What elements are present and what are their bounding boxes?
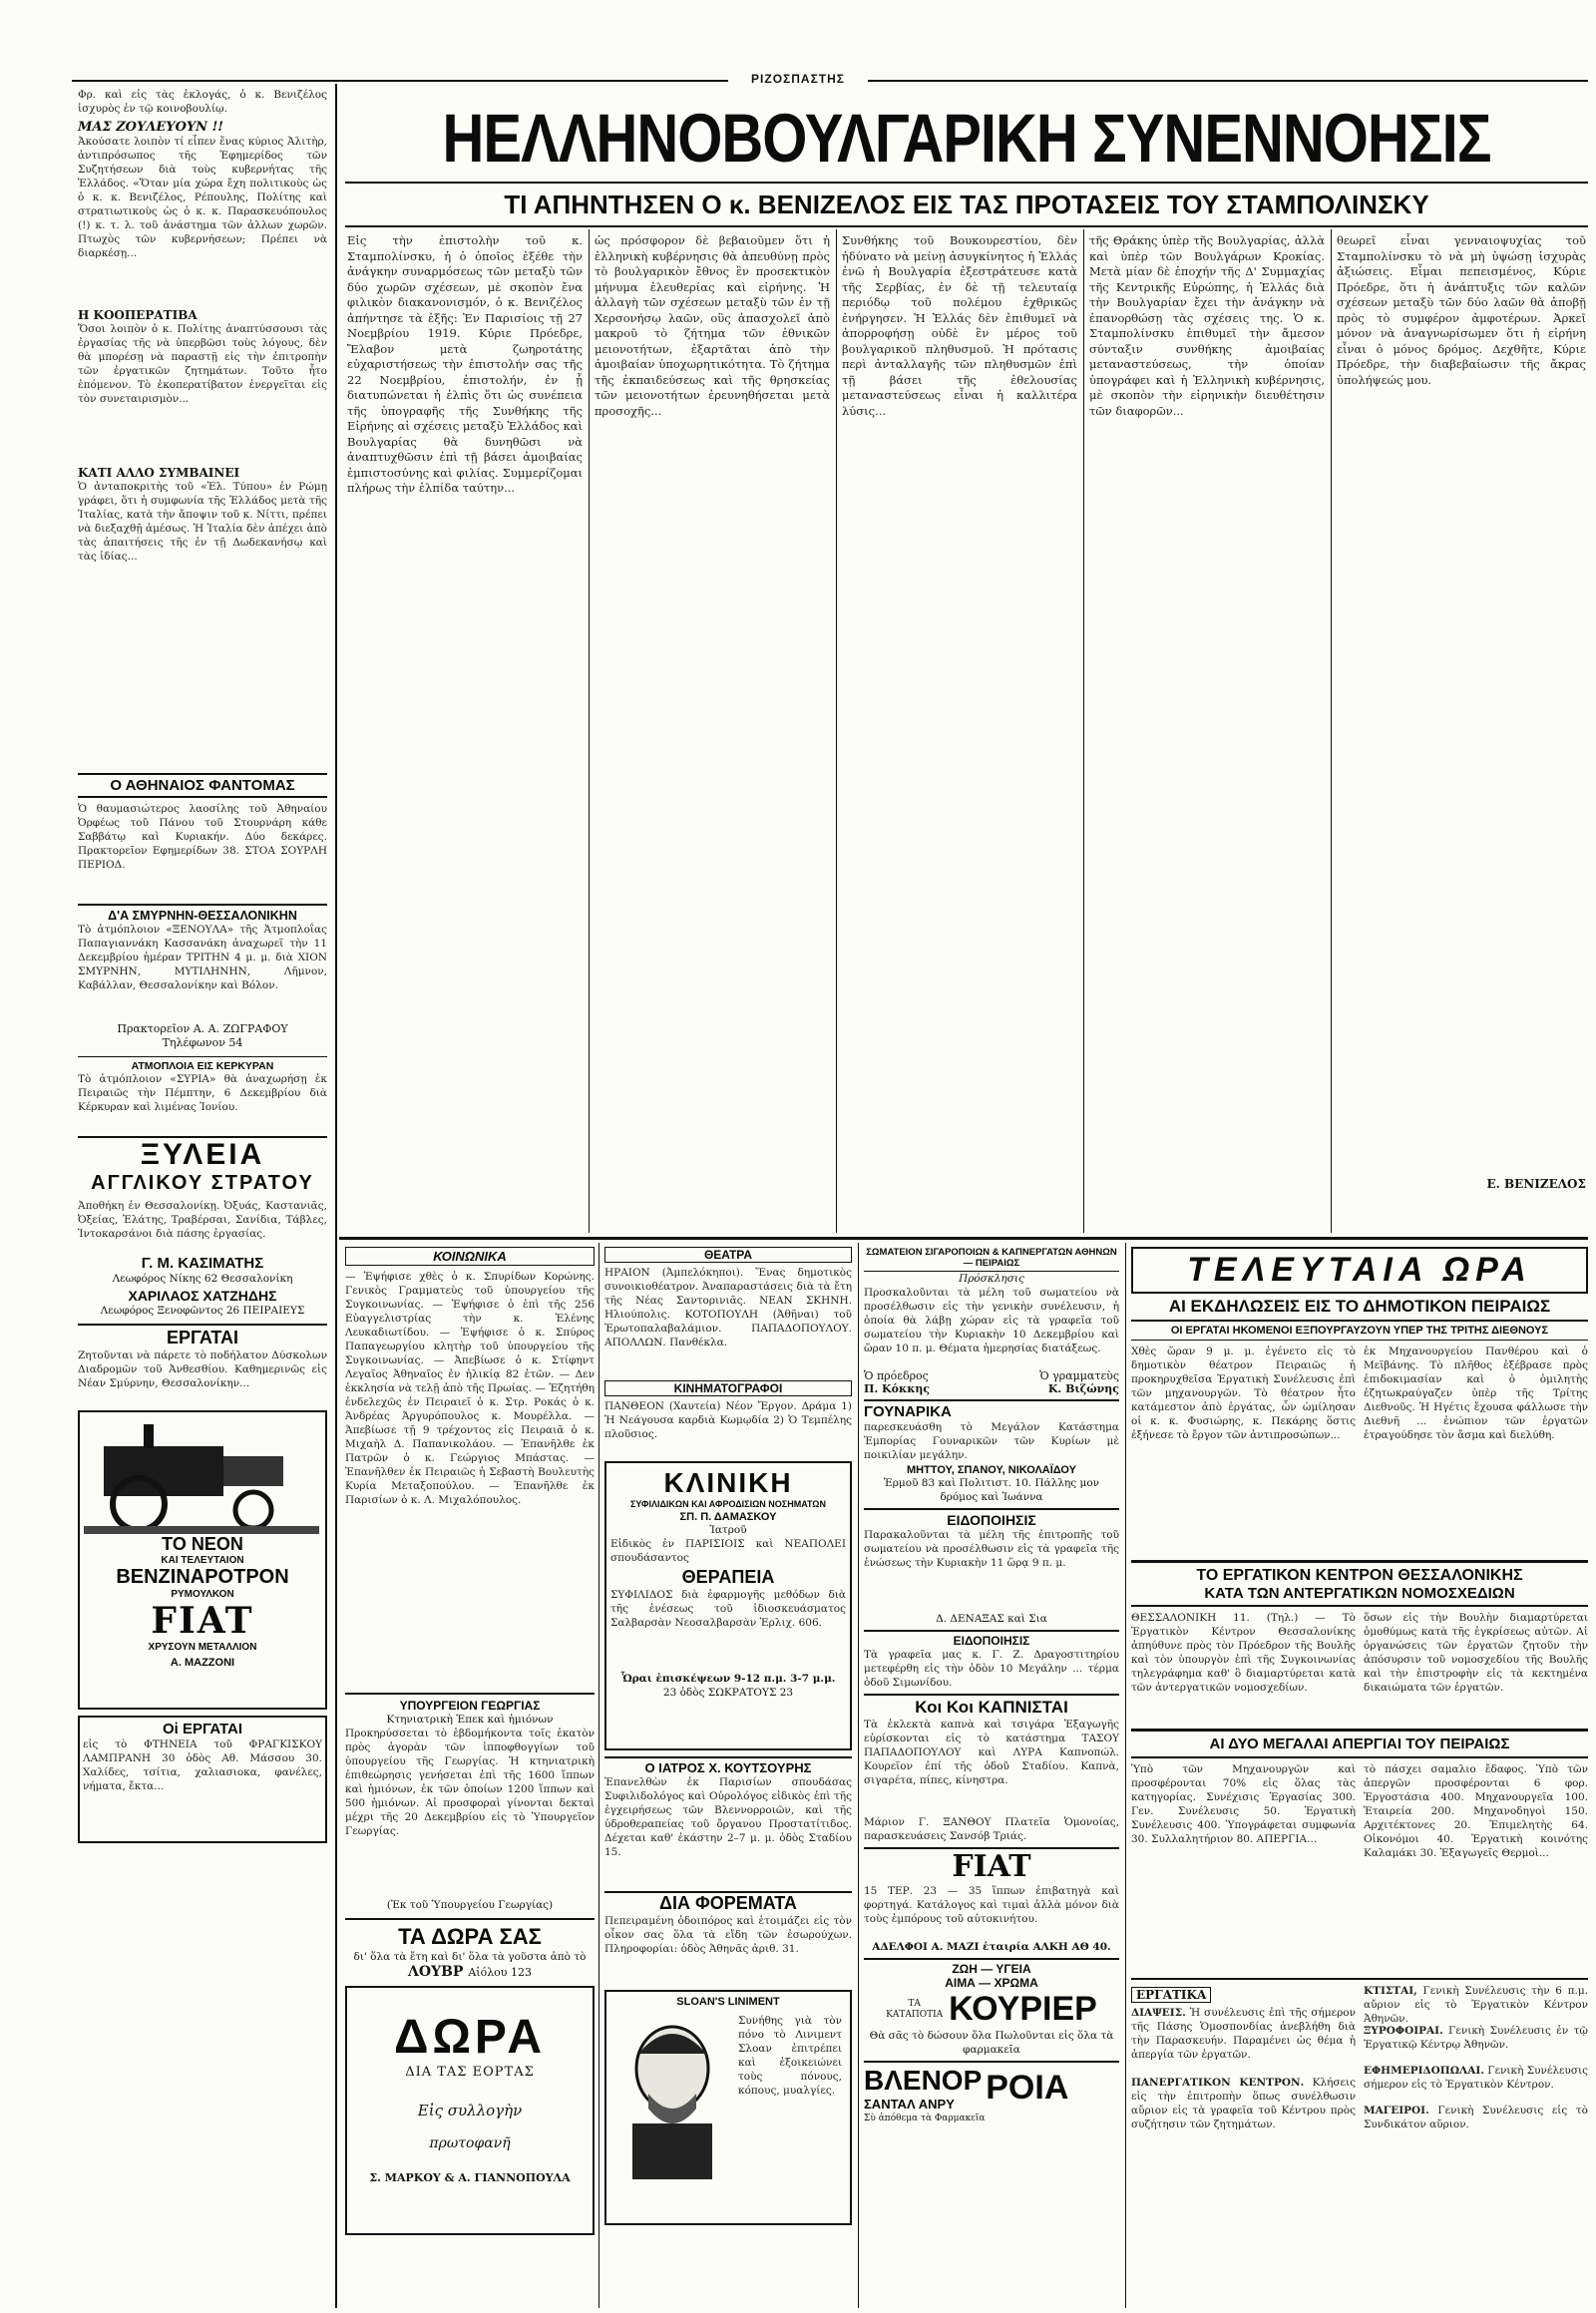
ergatika-title: ΕΡΓΑΤΙΚΑ: [1131, 1987, 1211, 2003]
clinic-text: Εἰδικὸς ἐν ΠΑΡΙΣΙΟΙΣ καὶ ΝΕΑΠΟΛΕΙ σπουδάσαντος: [610, 1538, 846, 1564]
blenor-text: Σὺ ἀπόθεμα τὰ Φαρμακεῖα: [864, 2114, 986, 2123]
dora-big: ΔΩΡΑ: [393, 2011, 547, 2064]
somateion-signatures: [864, 1369, 1119, 1382]
tractor-illustration: [84, 1416, 319, 1534]
teleftaia-cols: [1131, 1345, 1588, 1554]
ergatiko-head2: ΚΑΤΑ ΤΩΝ ΑΝΤΕΡΓΑΤΙΚΩΝ ΝΟΜΟΣΧΕΔΙΩΝ: [1131, 1585, 1588, 1607]
ministry-text: Προκηρύσσεται τὸ ἑβδομήκοντα τοῖς ἑκατὸν πρὸς ἀγορὰν τῶν ἱπποφθογγίων τοῦ ὑπουργείου τῆς Γεωργίας. Ἡ κτηνιατρικὴ ἐπιθεώρησις γενήσεται ἐπὶ τῆς 1600 ἵππων καὶ ἡμιόνων, ἐκ τῶν ὁποίων 1200 ἵππων καὶ 500 ἡμιόνων. Αἱ προσφοραὶ γίνονται δεκταὶ μέχρι τῆς 20 Δεκεμβρίου εἰς τὸ Ὑπουργεῖον Γεωργίας.: [345, 1728, 595, 1837]
dora-line1: ΔΙΑ ΤΑΣ ΕΟΡΤΑΣ: [405, 2065, 535, 2080]
sloans-ad: [604, 1990, 852, 2225]
kourier-name: ΚΟΥΡΙΕΡ: [949, 1990, 1097, 2028]
ergatika-item1: [1131, 2006, 1356, 2076]
theatre-section: [604, 1247, 852, 2308]
sloans-portrait: [612, 2014, 732, 2183]
banner-title: ΗΕΛΛΗΝΟΒΟΥΛΓΑΡΙΚΗ ΣΥΝΕΝΝΟΗΣΙΣ: [442, 100, 1491, 178]
mid-rule-3: [1125, 1243, 1126, 2308]
clinic-therapy-text: ΣΥΦΙΛΙΔΟΣ διὰ ἐφαρμογῆς μεθόδων διὰ τῆς ἐνέσεως τοῦ ἰδιοσκευάσματος Σαλβαρσὰν Νεοσαλβαρσὰν Ἐρλιχ. 606.: [610, 1589, 846, 1629]
ergatika-item2-text: Κλήσεις εἰς τὴν ἐπιτροπὴν ὅπως συνέλθωσιν αὔριον εἰς τὰ γραφεῖα τοῦ Κέντρου πρὸς συζήτησιν τῶν ζητημάτων.: [1131, 2077, 1356, 2130]
kourier-ad: [864, 1958, 1119, 2057]
dora-store: [345, 1964, 595, 1980]
koinonika-title: ΚΟΙΝΩΝΙΚΑ: [345, 1247, 595, 1266]
ergatika-item2-head: ΠΑΝΕΡΓΑΤΙΚΟΝ ΚΕΝΤΡΟΝ.: [1131, 2077, 1305, 2089]
somateion-title: ΣΩΜΑΤΕΙΟΝ ΣΙΓΑΡΟΠΟΙΩΝ & ΚΑΠΝΕΡΓΑΤΩΝ ΑΘΗΝΩΝ — ΠΕΙΡΑΙΩΣ: [864, 1247, 1119, 1272]
ad-fthineia-title: Οἱ ΕΡΓΑΤΑΙ: [162, 1721, 243, 1737]
ergatika-item4: [1364, 2024, 1588, 2064]
mid-rule-1: [598, 1243, 599, 2308]
banner-subtitle: ΤΙ ΑΠΗΝΤΗΣΕΝ Ο κ. ΒΕΝΙΖΕΛΟΣ ΕΙΣ ΤΑΣ ΠΡΟΤΑΣΕΙΣ ΤΟΥ ΣΤΑΜΠΟΛΙΝΣΚΥ: [504, 190, 1429, 219]
sloans-text: Συνήθης γιὰ τὸν πόνο τὸ Λινιμεντ Σλοαν ἐπιτρέπει καὶ ἐξοικειώνει τοὺς πόνους, κόπους, μυαλγίες.: [738, 2015, 842, 2097]
kapnistai-title: Κοι Κοι ΚΑΠΝΙΣΤΑΙ: [864, 1694, 1119, 1718]
fiat-brand: FIAT: [151, 1600, 254, 1642]
kourier-line2: ΑΙΜΑ — ΧΡΩΜΑ: [945, 1976, 1038, 1990]
ad-kerkyra-text: Τὸ ἀτμόπλοιον «ΣΥΡΙΑ» θὰ ἀναχωρήσῃ ἐκ Πειραιῶς τὴν Πέμπτην, 6 Δεκεμβρίου διὰ Κέρκυραν καὶ λιμένας Ἰονίου.: [78, 1073, 327, 1113]
article-bottom-rule: [339, 1237, 1588, 1240]
kourier-name-pre: ΚΑΤΑΠΟΤΙΑ: [886, 2009, 944, 2020]
cinema-text: ΠΑΝΘΕΟΝ (Χαυτεία) Νέον Ἔργον. Δράμα 1) Ἡ Νεάγουσα καρδιὰ Κωμῳδία 2) Ὁ Τεμπέλης πλοῦσιος.: [604, 1400, 852, 1440]
apergiai-head: ΑΙ ΔΥΟ ΜΕΓΑΛΑΙ ΑΠΕΡΓΙΑΙ ΤΟΥ ΠΕΙΡΑΙΩΣ: [1131, 1729, 1588, 1758]
blenor-word3: ΡΟΙΑ: [986, 2069, 1069, 2107]
gounarika-title: ΓΟΥΝΑΡΙΚΑ: [864, 1399, 1119, 1420]
teleftaia-section: [1131, 1247, 1588, 2308]
ergatika-item3: [1364, 1984, 1588, 2024]
mid-rule-2: [858, 1243, 859, 2308]
eidopoiisis1-text: Παρακαλοῦνται τὰ μέλη τῆς ἐπιτροπῆς τοῦ σωματείου νὰ προσέλθωσιν εἰς τὰ γραφεῖα τῆς ἑνώσεως τὴν Κυριακὴν 11 ὥρᾳ 9 π. μ.: [864, 1529, 1119, 1569]
left-column-rule: [335, 84, 337, 2308]
kourier-pre-stack: [886, 1999, 943, 2021]
teleftaia-col1: Χθὲς ὥραν 9 μ. μ. ἐγένετο εἰς τὸ δημοτικὸν θέατρον Πειραιῶς ἡ προκηρυχθεῖσα Ἐργατικὴ Συνέλευσις ἐπὶ τῶν μηχανουργῶν. Τὸ θέατρον ἦτο κατάμεστον ἀπὸ ἐργάτας, ὧν ὡμίλησαν οἱ κ. κ. Φυσιώρης, κ. Πεκάρης ὅστις ἐξήνεσε τὸ ἔργον τῶν ἀντιπροσώπων...: [1131, 1346, 1356, 1441]
ergatika-item4-text: Γενικὴ Συνέλευσις ἐν τῷ Ἐργατικῷ Κέντρῳ Ἀθηνῶν.: [1364, 2025, 1588, 2051]
ergatika-item6: [1364, 2104, 1588, 2143]
left-heading-2: Η ΚΟΟΠΕΡΑΤΙΒΑ: [78, 308, 198, 322]
left-text-3: Ὁ ἀνταποκριτὴς τοῦ «Ἐλ. Τύπου» ἐν Ρώμῃ γράφει, ὅτι ἡ συμφωνία τῆς Ἑλλάδος μετὰ τῆς Ἰταλίας, κατὰ τὴν ἄποψιν τοῦ κ. Νίττι, πρέπει νὰ διεξαχθῇ ἀμέσως. Ἡ Ἰταλία δὲν ἀπέχει ἀπὸ τὰς ἀπαιτήσεις τῆς ἐν τῇ Δωδεκανήσῳ καὶ τὰς ἰδίας...: [78, 481, 327, 563]
dora-line3: πρωτοφανῆ: [429, 2135, 511, 2151]
fiat-award: ΧΡΥΣΟΥΝ ΜΕΤΑΛΛΙΟΝ: [148, 1642, 257, 1653]
left-column: [78, 88, 327, 2307]
fiat-tractor-ad: [78, 1410, 327, 1710]
teleftaia-col2: ἐκ Μηχανουργείου Πανθέρου καὶ ὁ Μεϊβάνης. Τὸ πλῆθος ἐξέβρασε πρὸς ἐπιδοκιμασίαν καὶ ὁ ὁμιλητὴς ἐζητωκραύγαζεν ὑπὲρ τῆς Τρίτης Διεθνοῦς. Ἡ Ηγέτις ἔχουσα φάλλωσε τὴν Διεθνῆ ... ἐνώπιον τῶν ἐργατῶν ἐτραγούδησε τὸν ἄσμα καὶ διελύθη.: [1364, 1346, 1588, 1441]
teleftaia-banner: ΤΕΛΕΥΤΑΙΑ ΩΡΑ: [1131, 1247, 1588, 1292]
ad-fthineia-text: εἰς τὸ ΦΤΗΝΕΙΑ τοῦ ΦΡΑΓΚΙΣΚΟΥ ΛΑΜΠΡΑΝΗ 30 ὁδὸς Αθ. Μάσσου 30. Χαλίδες, τσίτια, χαλιασιοκα, φανέλες, νήματα, ἔκτα...: [83, 1738, 322, 1792]
dora-text: δι' ὅλα τὰ ἔτη καὶ δι' ὅλα τὰ γοῦστα ἀπὸ τὸ: [353, 1951, 587, 1963]
koinonika-text: — Ἐψήφισε χθὲς ὁ κ. Σπυρίδων Κορώνης. Γενικὸς Γραμματεὺς τοῦ ὑπουργείου τῆς Συγκοινωνίας. — Ἐψήφισε ὁ ἐπὶ τῆς 256 Εὐαγγελιστρίας τὴν κ. Ἑλένης Λευκαδιωτίδου. — Ἐψήφισε ὁ κ. Σπύρος Παπαγεωργίου κλητὴρ τοῦ ὑπουργείου τῆς Συγκοινωνίας. — Ἀπεβίωσε ὁ κ. Στίφηντ Λεγαῖος Ἀθηναῖος ἐν ἡλικίᾳ 82 ἐτῶν. — Δεν ἐκκλησία νὰ τελῇ ἀπὸ τῆς Πρωίας. — Ἐζητήθη ἐνδελεχῶς ἐν Πειραιεῖ ὁ κ. Στρ. Ροκάς ὁ κ. Ἀνδρέας Ἀργυρόπουλος κ. Μουρέλλα. — Ἀπεβίωσε τῇ 9 τρέχοντος εἰς Πειραιᾶ ὁ κ. Μιχαὴλ Δ. Παπανικολάου. — Ἐπανῆλθε ἐκ Πατρῶν ὁ κ. Γεώργιος Μπάστας. — Ἐπανῆλθεν ἐκ Πειραιῶς ἡ Σεβαστὴ Βουλευτὴς Κυρία Μεταξοπούλου. — Ἐπανῆλθε ἐκ Παρισίων ὁ κ. Λ. Μιχαλόπουλος.: [345, 1271, 595, 1506]
dora-line4: Σ. ΜΑΡΚΟΥ & Α. ΓΙΑΝΝΟΠΟΥΛΑ: [369, 2171, 571, 2184]
ministry-subtitle: Κτηνιατρικὴ Ἐπεκ καὶ ἡμιόνων: [386, 1714, 554, 1726]
ad-xyleia-owner2: ΧΑΡΙΛΑΟΣ ΧΑΤΖΗΔΗΣ: [128, 1288, 277, 1304]
apergiai-col1: Ὑπὸ τῶν Μηχανουργῶν καὶ προσφέρονται 70% εἰς ὅλας τὰς κατηγορίας. Συνέχισις Ἐργασίας 300. Γεν. Συνέλευσις 50. Ἐργατικὴ Συνέλευσις 400. Ὑπογράφεται συμφωνία 30. Συλλαλητήριον 80. ΑΠΕΡΓΙΑ...: [1131, 1763, 1356, 1845]
kapnistai-addr: Μάριον Γ. ΞΑΝΘΟΥ Πλατεῖα Ὁμονοίας, παρασκευάσεις Σανσόβ Τριάς.: [864, 1816, 1119, 1842]
gounarika-text: παρεσκευάσθη τὸ Μεγάλον Κατάστημα Ἐμπορίας Γουναρικῶν τῶν Κυρίων μὲ ποικιλίαν μεγάλην.: [864, 1421, 1119, 1461]
fiat-sub: ΚΑΙ ΤΕΛΕΥΤΑΙΟΝ: [161, 1555, 244, 1566]
article-rule-3: [1083, 229, 1084, 1233]
masthead-title: ΡΙΖΟΣΠΑΣΤΗΣ: [728, 72, 868, 86]
cinema-title: ΚΙΝΗΜΑΤΟΓΡΑΦΟΙ: [604, 1380, 852, 1396]
somateion-sign1: Ὁ πρόεδρος: [864, 1369, 929, 1382]
ad-smyrni-title: Δ'Α ΣΜΥΡΝΗΝ-ΘΕΣΣΑΛΟΝΙΚΗΝ: [78, 904, 327, 923]
article-col-3: Συνθήκης τοῦ Βουκουρεστίου, δὲν ἠδύνατο νὰ μείνῃ ἀσυγκίνητος ἡ Ἑλλάς ἐνῶ ἡ Βουλγαρία ἐξεστράτευσε κατὰ τῆς Σερβίας, ἐν δὲ τῇ τελευταίᾳ περιόδῳ τοῦ πολέμου ἐχθρικῶς ἐνήργησεν. Ἡ Ἑλλάς δὲν ἐπιθυμεῖ νὰ ἀπορροφήσῃ οὐδὲ ἓν μέρος τοῦ βουλγαρικοῦ πληθυσμοῦ. Ἡ πρότασις περὶ ἀνταλλαγῆς τῶν πληθυσμῶν ἐπὶ τῇ βάσει τῆς ἐθελουσίας μεταναστεύσεως εἶναι ἡ καλλιτέρα λύσις...: [842, 233, 1077, 418]
fiat2-text: 15 ΤΕΡ. 23 — 35 ἵππων ἐπιβατηγὰ καὶ φορτηγά. Κατάλογος καὶ τιμαὶ ἀλλὰ μόνον διὰ τοὺς ἐμπόρους τοῦ αὐτοκινήτου.: [864, 1885, 1119, 1925]
article-signature: Ε. ΒΕΝΙΖΕΛΟΣ: [1486, 1177, 1586, 1191]
ergatiko-col1: ΘΕΣΣΑΛΟΝΙΚΗ 11. (Τηλ.) — Τὸ Ἐργατικὸν Κέντρον Θεσσαλονίκης ἀπηύθυνε πρὸς τὸν Πρόεδρον τῆς Βουλῆς καὶ τὸν ὑπουργὸν ἐπὶ τῆς Συγκοινωνίας τηλεγράφημα καθ' ὃ διαμαρτύρεται κατὰ τῶν ἀντεργατικῶν νομοσχεδίων.: [1131, 1612, 1356, 1694]
ad-smyrni-phone: Τηλέφωνον 54: [162, 1036, 243, 1049]
somateion-text: Προσκαλοῦνται τὰ μέλη τοῦ σωματείου νὰ προσέλθωσιν εἰς τὴν γενικὴν συνέλευσιν, ἡ ὁποία θὰ λάβῃ χώραν εἰς τὰ γραφεῖα τοῦ σωματείου τὴν Κυριακὴν 10 Δεκεμβρίου καὶ ὥραν 10 π. μ. Θέματα ἡμερησίας διατάξεως.: [864, 1287, 1119, 1354]
left-text-2: Ὅσοι λοιπὸν ὁ κ. Πολίτης ἀναπτύσσουσι τὰς ἐργασίας τῆς νὰ ὑπερβῶσι τοὺς λόγους, δὲν θὰ μπορέσῃ νὰ παραστῇ εἰς τὴν ἐπιτροπὴν τῶν ἐργατικῶν ζητημάτων. Τοῦτο ἦτο ἐπόμενον. Τὸ ἐκοπερατίβατον ἐνεργεῖται εἰς τὸν συνεταιρισμὸν...: [78, 323, 327, 405]
notices-section: [864, 1247, 1119, 2308]
dora-title: ΤΑ ΔΩΡΑ ΣΑΣ: [345, 1918, 595, 1950]
fiat-model-sub: ΡΥΜΟΥΛΚΟΝ: [171, 1589, 234, 1600]
theatre-text: ΗΡΑΙΟΝ (Ἀμπελόκηποι). Ἕνας δημοτικὸς συνοικιοθέατρον. Ἀναπαραστάσεις διὰ τὰ ἔτη τῆς Νέας Σαντορινιᾶς. ΝΕΑΝ ΣΚΗΝΗ. Ηλιούπολις. ΚΟΤΟΠΟΥΛΗ (Ἀθῆναι) τοῦ Ἐρωτοπαλαβαλάμιον. ΠΑΠΑΔΟΠΟΥΛΟΥ. ΑΠΟΛΛΩΝ. Πανθέκλα.: [604, 1267, 852, 1349]
somateion-names: [864, 1382, 1119, 1395]
article-col-5: θεωρεῖ εἶναι γενναιοψυχίας τοῦ Σταμπολίνσκυ τὸ νὰ μὴ ὑψώσῃ ἰσχυρὰς ἀξιώσεις. Εἶμαι πεπεισμένος, Κύριε Πρόεδρε, ὅτι ἡ ἀνάπτυξις τῶν καλῶν σχέσεων μεταξὺ τῶν δύο λαῶν θὰ ἀποβῇ πρὸς τὸ συμφέρον ἀμφοτέρων. Ἀρκεῖ μόνον νὰ ἀναγνωρίσωμεν ὅτι ἡ εἰρήνη εἶναι ὁ μόνος δρόμος. Δεχθῆτε, Κύριε Πρόεδρε, τὴν διαβεβαίωσιν τῆς ἄκρας ὑπολήψεώς μου.: [1337, 233, 1586, 387]
doctor2-text: Ἐπανελθὼν ἐκ Παρισίων σπουδάσας Συφιλιδολόγος καὶ Οὐρολόγος εἰδικὸς ἐπὶ τῆς ἐγχειρήσεως τῶν Βλεννορροιῶν, καὶ τῆς ὑδροθεραπείας τοῦ ὄργανου Προστατίτιδος. Δέχεται καθ' ἑκάστην 2–7 μ. μ. ὁδὸς Σταδίου 15.: [604, 1776, 852, 1858]
fiat-agent: Α. ΜΑΖΖΟΝΙ: [170, 1657, 235, 1669]
teleftaia-head2: ΟΙ ΕΡΓΑΤΑΙ ΗΚΟΜΕΝΟΙ ΕΞΠΟΥΡΓΑΥΖΟΥΝ ΥΠΕΡ ΤΗΣ ΤΡΙΤΗΣ ΔΙΕΘΝΟΥΣ: [1131, 1322, 1588, 1341]
ad-xyleia-sub: ΑΓΓΛΙΚΟΥ ΣΤΡΑΤΟΥ: [91, 1172, 314, 1194]
eidopoiisis1-title: ΕΙΔΟΠΟΙΗΣΙΣ: [864, 1508, 1119, 1528]
ergatika-item2: [1131, 2076, 1356, 2145]
eidopoiisis2-title: ΕΙΔΟΠΟΙΗΣΙΣ: [864, 1630, 1119, 1648]
ad-xyleia-owner-addr: Λεωφόρος Νίκης 62 Θεσσαλονίκη: [112, 1273, 293, 1285]
ad-xyleia-owner: Γ. Μ. ΚΑΣΙΜΑΤΗΣ: [141, 1255, 264, 1272]
fiat-label: ΤΟ ΝΕΟΝ: [162, 1534, 243, 1554]
ad-xyleia-title: ΞΥΛΕΙΑ: [78, 1136, 327, 1172]
eidopoiisis1-sign: Δ. ΔΕΝΑΞΑΣ καὶ Σια: [936, 1613, 1047, 1625]
fiat2-agent: ΑΔΕΛΦΟΙ Α. ΜΑΖΙ ἐταιρία ΑΛΚΗ ΑΘ 40.: [872, 1941, 1111, 1953]
fiat-model: ΒΕΝΖΙΝΑΡΟΤΡΟΝ: [116, 1566, 289, 1588]
eidopoiisis2-text: Τὰ γραφεῖα μας κ. Γ. Ζ. Δραγοστιτηρίου μετεφέρθη εἰς τὴν ὁδὸν 10 Μεγάλην ... τέρμα ὁδοῦ Σιμωνίδου.: [864, 1649, 1119, 1689]
article-col-2: ὡς πρόσφορον δὲ βεβαιοῦμεν ὅτι ἡ ἐλληνικὴ κυβέρνησις θὰ ἀπευθύνῃ πρὸς τὸ βουλγαρικὸν ἔθνος ἓν προσεκτικὸν μήνυμα ἐλευθερίας καὶ εἰρήνης. Ἡ ἀλλαγὴ τῶν σχέσεων μεταξὺ τῶν ἐν τῇ Χερσονήσῳ λαῶν, οὓς ἀπασχολεῖ ἀπὸ μακροῦ τὸ ζήτημα τῶν ἐθνικῶν μειονοτήτων, ἐξαρτᾶται ἀπὸ τὴν ἀμοιβαίαν ὑποχωρητικότητα. Τὸ ζήτημα τῆς ἐκπαιδεύσεως καὶ τῆς θρησκείας τῶν μειονοτήτων ἐρευνηθήσεται μετὰ προσοχῆς...: [595, 233, 830, 418]
left-heading-3: ΚΑΤΙ ΑΛΛΟ ΣΥΜΒΑΙΝΕΙ: [78, 466, 240, 480]
ergatika-item1-text: Ἡ συνέλευσις ἐπὶ τῆς σήμερον τῆς Πάσης Ὁμοσπονδίας ἀνεβλήθη διὰ τὴν Παρασκευήν. Παραμένει ὡς θέμα ἡ ἀπεργία τῶν ἐργατῶν.: [1131, 2007, 1356, 2061]
ad-xyleia-text: Ἀποθήκη ἐν Θεσσαλονίκῃ. Ὀξυάς, Καστανιᾶς, Ὀξείας, Ἐλάτης, Τραβέρσαι, Σανίδια, Τάβλες, Ἰντοκαρσάνοι διὰ πάσης ἐργασίας.: [78, 1200, 327, 1240]
ad-kerkyra-title: ΑΤΜΟΠΛΟΙΑ ΕΙΣ ΚΕΡΚΥΡΑΝ: [78, 1056, 327, 1072]
clinic-doctor: ΣΠ. Π. ΔΑΜΑΣΚΟΥ: [679, 1511, 777, 1523]
gounarika-owner: ΜΗΤΤΟΥ, ΣΠΑΝΟΥ, ΝΙΚΟΛΑΪΔΟΥ: [907, 1464, 1076, 1476]
ergatika-item5-text: Γενικὴ Συνέλευσις σήμερον εἰς τὸ Ἐργατικὸν Κέντρον.: [1364, 2065, 1588, 2091]
ad-fthineia: [78, 1716, 327, 1843]
kourier-name-row: [864, 1990, 1119, 2029]
article-col-1: Εἰς τὴν ἐπιστολὴν τοῦ κ. Σταμπολίνσκυ, ἡ ὁ ὁποῖος ἐξέθε τὴν ἀνάγκην συναρμόσεως τῶν μεταξὺ τῶν δύο χωρῶν σχέσεων, μὲ σκοπὸν ἔνα φιλικὸν διακανονισμόν, ὁ κ. Βενιζέλος ἀπήντησε τὰ ἑξῆς: Ἐν Παρισίοις τῇ 27 Νοεμβρίου 1919. Κύριε Πρόεδρε, Ἔλαβον μετὰ ζωηροτάτης εὐχαριστήσεως τὴν ἐπιστολήν σας τῆς 22 Νοεμβρίου, ἐπιστολήν, ἐν ᾗ διατυπώνεται ἡ ἐλπὶς ὅτι ὡς συνέπεια τῆς ὑπογραφῆς τῆς Συνθήκης τῆς Εἰρήνης αἱ σχέσεις μεταξὺ Ἑλλάδος καὶ Βουλγαρίας θὰ δυνηθῶσι νὰ ἀναπτυχθῶσιν ἐπὶ τῇ βάσει ἀμοιβαίας ἐμπιστοσύνης καὶ φιλίας. Συμμερίζομαι πλήρως τὴν ἐλπίδα ταύτην...: [347, 233, 583, 495]
doctor2-title: Ο ΙΑΤΡΟΣ Χ. ΚΟΥΤΣΟΥΡΗΣ: [604, 1756, 852, 1775]
somateion-name1: Π. Κόκκης: [864, 1382, 931, 1395]
ergatika-item6-text: Γενικὴ Συνέλευσις εἰς τὸ Συνδικάτον αὔριον.: [1364, 2105, 1588, 2130]
ergatiko-cols: [1131, 1611, 1588, 1723]
ergatiko-head1: ΤΟ ΕΡΓΑΤΙΚΟΝ ΚΕΝΤΡΟΝ ΘΕΣΣΑΛΟΝΙΚΗΣ: [1131, 1560, 1588, 1585]
sloans-title: SLOAN'S LINIMENT: [676, 1996, 780, 2008]
article-rule-4: [1331, 229, 1332, 1233]
apergiai-cols: [1131, 1762, 1588, 1972]
blenor-word1: ΒΛΕΝΟΡ: [864, 2065, 983, 2096]
fiat2-brand: FIAT: [864, 1847, 1119, 1884]
ad-ergatai-title: ΕΡΓΑΤΑΙ: [78, 1324, 327, 1349]
dora-store-addr: Αἰόλου 123: [468, 1966, 532, 1979]
ad-smyrni-agent: Πρακτορεῖον Α. Α. ΖΩΓΡΑΦΟΥ: [117, 1022, 288, 1035]
kourier-line1: ΖΩΗ — ΥΓΕΙΑ: [952, 1962, 1031, 1976]
blenor-word2: ΣΑΝΤΑΛ ΑΝΡΥ: [864, 2097, 955, 2112]
dora-line2: Εἰς συλλογὴν: [417, 2102, 523, 2120]
dora-box: [345, 1986, 595, 2235]
ergatika-item1-head: ΔΙΑΨΕΙΣ.: [1131, 2007, 1186, 2019]
ad-fantomas-title: Ο ΑΘΗΝΑΙΟΣ ΦΑΝΤΟΜΑΣ: [78, 773, 327, 798]
ad-fantomas-text: Ὁ θαυμασιώτερος λαοσίλης τοῦ Ἀθηναίου Ὀρφέως τοῦ Πάνου τοῦ Στουρνάρη κάθε Σαββάτῳ καὶ Κυριακήν. Δύο δεκάρες. Πρακτορεῖον Εφημερίδων 38. ΣΤΟΑ ΣΟΥΡΛΗ ΠΕΡΙΟΔ.: [78, 803, 327, 871]
koinonika-section: [345, 1247, 595, 2308]
left-heading-1: ΜΑΣ ΖΟΥΛΕΥΟΥΝ !!: [78, 120, 223, 135]
clinic-sub: ΣΥΦΙΛΙΔΙΚΩΝ ΚΑΙ ΑΦΡΟΔΙΣΙΩΝ ΝΟΣΗΜΑΤΩΝ: [630, 1499, 826, 1509]
ergatiko-col2: ὅσων εἰς τὴν Βουλὴν διαμαρτύρεται ὁμοθύμως κατὰ τῆς ἐγκρίσεως αὐτῶν. Αἱ ὀργανώσεις τῶν ἐργατῶν ζητοῦν τὴν ἀπόσυρσιν τοῦ νομοσχεδίου τῆς Βουλῆς καὶ τὴν ἐπιστροφὴν εἰς τὰ κεκτημένα δικαιώματα τῶν ἐργατῶν.: [1364, 1612, 1588, 1694]
clinic-hours: Ὧραι ἐπισκέψεων 9-12 π.μ. 3-7 μ.μ.: [620, 1673, 836, 1685]
ergatika-left: [1131, 1984, 1356, 2145]
ergatika-item4-head: ΞΥΡΟΦΟΙΡΑΙ.: [1364, 2025, 1443, 2037]
ad-xyleia-owner2-addr: Λεωφόρος Ξενοφῶντος 26 ΠΕΙΡΑΙΕΥΣ: [100, 1305, 305, 1317]
ergatika-block: [1131, 1978, 1588, 2145]
ergatika-item3-head: ΚΤΙΣΤΑΙ,: [1364, 1985, 1417, 1997]
ministry-title: ΥΠΟΥΡΓΕΙΟΝ ΓΕΩΡΓΙΑΣ: [345, 1693, 595, 1713]
clinic-therapy: ΘΕΡΑΠΕΙΑ: [681, 1567, 775, 1587]
kourier-text: Θὰ σᾶς τὸ δώσουν ὅλα Πωλοῦνται εἰς ὅλα τὰ φαρμακεῖα: [869, 2030, 1114, 2056]
kapnistai-text: Τὰ ἐκλεκτὰ καπνὰ καὶ τσιγάρα Ἐξαγωγῆς εὑρίσκονται εἰς τὸ κατάστημα ΤΑΣΟΥ ΠΑΠΑΔΟΠΟΥΛΟΥ καὶ ΛΥΡΑ Καπνοπώλ. Κουρεῖον ἐπί τῆς ὁδοῦ Σταδίου. Καπνὰ, σιγαρέτα, πίπες, κίνηστρα.: [864, 1719, 1119, 1786]
left-intro: Φρ. καὶ εἰς τὰς ἐκλογάς, ὁ κ. Βενιζέλος ἰσχυρὸς ἐν τῷ κοινοβουλίῳ.: [78, 89, 327, 115]
gounarika-addr: Ἑρμοῦ 83 καὶ Πολιτιστ. 10. Πάλλης μον δρόμος καὶ Ἰωάννα: [883, 1477, 1100, 1503]
ergatika-right: [1364, 1984, 1588, 2145]
article-col-4: τῆς Θράκης ὑπὲρ τῆς Βουλγαρίας, ἀλλὰ καὶ ὑπὲρ τῶν Βουλγάρων Κροκίας. Μετὰ μίαν δὲ ἐποχήν τῆς Δ' Συμμαχίας τῆς Κεντρικῆς Εὐρώπης, ἡ Ἑλλάς διὰ τὴν Βουλγαρίαν ἔχει τὴν ἀνάγκην νὰ ἐπανορθώσῃ τὰς σχέσεις της. Ὁ κ. Σταμπολίνσκυ ἐπιθυμεῖ τὴν ἄμεσον σύνταξιν συνθήκης ἀμοιβαίας μεταναστεύσεως, τὴν ὁποίαν ὑπογράφει καὶ ἡ Ἑλληνικὴ κυβέρνησις, μὲ σκοπὸν τὴν εἰρηνικὴν διευθέτησιν τῶν διαφορῶν...: [1089, 233, 1325, 418]
somateion-sign2: Ὁ γραμματεὺς: [1039, 1369, 1119, 1382]
clinic-addr: 23 ὁδὸς ΣΩΚΡΑΤΟΥΣ 23: [662, 1687, 794, 1699]
clinic-title: ΚΛΙΝΙΚΗ: [663, 1467, 793, 1498]
dia-foremata-title: ΔΙΑ ΦΟΡΕΜΑΤΑ: [604, 1891, 852, 1914]
ergatika-item5-head: ΕΦΗΜΕΡΙΔΟΠΩΛΑΙ.: [1364, 2065, 1484, 2077]
theatre-title: ΘΕΑΤΡΑ: [604, 1247, 852, 1263]
kourier-pre: ΤΑ: [908, 1998, 921, 2009]
dia-foremata-text: Πεπειραμένη ὁδοιπόρος καὶ ἑτοιμάζει εἰς τὸν οἶκον σας ὅλα τὰ εἴδη τῶν ἐσωρούχων. Πληροφορίαι: ὁδὸς Ἀθηνᾶς ἀριθ. 31.: [604, 1915, 852, 1955]
apergiai-col2: τὸ πάσχει σαμαλιο ἔδαφος. Ὑπὸ τῶν ἀπεργῶν προσφέρονται 6 φορ. Ἐργοστάσια 400. Μηχανουργεῖα 100. Ἑταιρεία 200. Μηχανοδηγοὶ 150. Αρχιτέκτονες 20. Ἐπιμελητὴς 64. Οἰκονόμοι 40. Ἐργατικὴ κοινότης Καλαμάκι 30. Ἐξαγωγεῖς Θερμοὶ...: [1364, 1763, 1588, 1859]
ergatika-item5: [1364, 2064, 1588, 2104]
somateion-name2: Κ. Βιζώνης: [1047, 1382, 1119, 1395]
ergatika-item6-head: ΜΑΓΕΙΡΟΙ.: [1364, 2105, 1429, 2117]
blenor-ad: [864, 2061, 1119, 2112]
article-rule-2: [836, 229, 837, 1233]
blenor-left: [864, 2065, 982, 2112]
clinic-role: Ἰατροῦ: [709, 1524, 747, 1536]
ad-smyrni-text: Τὸ ἀτμόπλοιον «ΞΕΝΟΥΛΑ» τῆς Ἀτμοπλοΐας Παπαγιαννάκη Κασσανάκη ἀναχωρεῖ τὴν 11 Δεκεμβρίου ἡμέραν ΤΡΙΤΗΝ 4 μ. μ. διὰ ΧΙΟΝ ΣΜΥΡΝΗΝ, ΜΥΤΙΛΗΝΗΝ, Λῆμνον, Καβάλλαν, Θεσσαλονίκην καὶ Βόλον.: [78, 924, 327, 991]
article-rule-1: [589, 229, 590, 1233]
banner-rule: [345, 182, 1588, 184]
ad-ergatai-text: Ζητοῦνται νὰ πάρετε τὸ ποδήλατον Δύσκολων Διαδρομῶν τοῦ Ἀνθεσθίου. Καθημερινῶς εἰς Νέαν Σμύρνην, Θεσσαλονίκην...: [78, 1349, 327, 1389]
somateion-sub: Πρόσκλησις: [959, 1273, 1024, 1285]
dora-store-name: ΛΟΥΒΡ: [408, 1964, 464, 1980]
ministry-signature: (Ἐκ τοῦ Ὑπουργείου Γεωργίας): [386, 1899, 554, 1911]
clinic-box: [604, 1461, 852, 1750]
ergatika-item3-text: Γενικὴ Συνέλευσις τὴν 6 π.μ. αὔριον εἰς τὸ Ἐργατικὸν Κέντρον Ἀθηνῶν.: [1364, 1985, 1588, 2024]
left-text-1: Ἀκούσατε λοιπὸν τί εἶπεν ἕνας κύριος Ἀλιτὴρ, ἀντιπρόσωπος τῆς Ἑφημερίδος τῶν Συζητήσεων διὰ τοὺς κυβερνήτας τῆς Ἑλλάδος. «Ὅταν μία χώρα ἔχη πολιτικοὺς ὡς ὁ κ. κ. Βενιζέλος, Ρέπουλης, Πολίτης καὶ στρατιωτικοὺς ὡς ὁ κ. κ. Παρασκευόπουλος (!) κ. τ. λ. τοῦ ἀνάστημα τῶν ἀλλων χωρῶν. Πτωχὸς τῶν κυβερνήσεων; Πρέπει νὰ διαρκέσῃ...: [78, 136, 327, 259]
banner-subtitle-rule: [345, 225, 1588, 227]
teleftaia-head1: ΑΙ ΕΚΔΗΛΩΣΕΙΣ ΕΙΣ ΤΟ ΔΗΜΟΤΙΚΟΝ ΠΕΙΡΑΙΩΣ: [1131, 1292, 1588, 1322]
